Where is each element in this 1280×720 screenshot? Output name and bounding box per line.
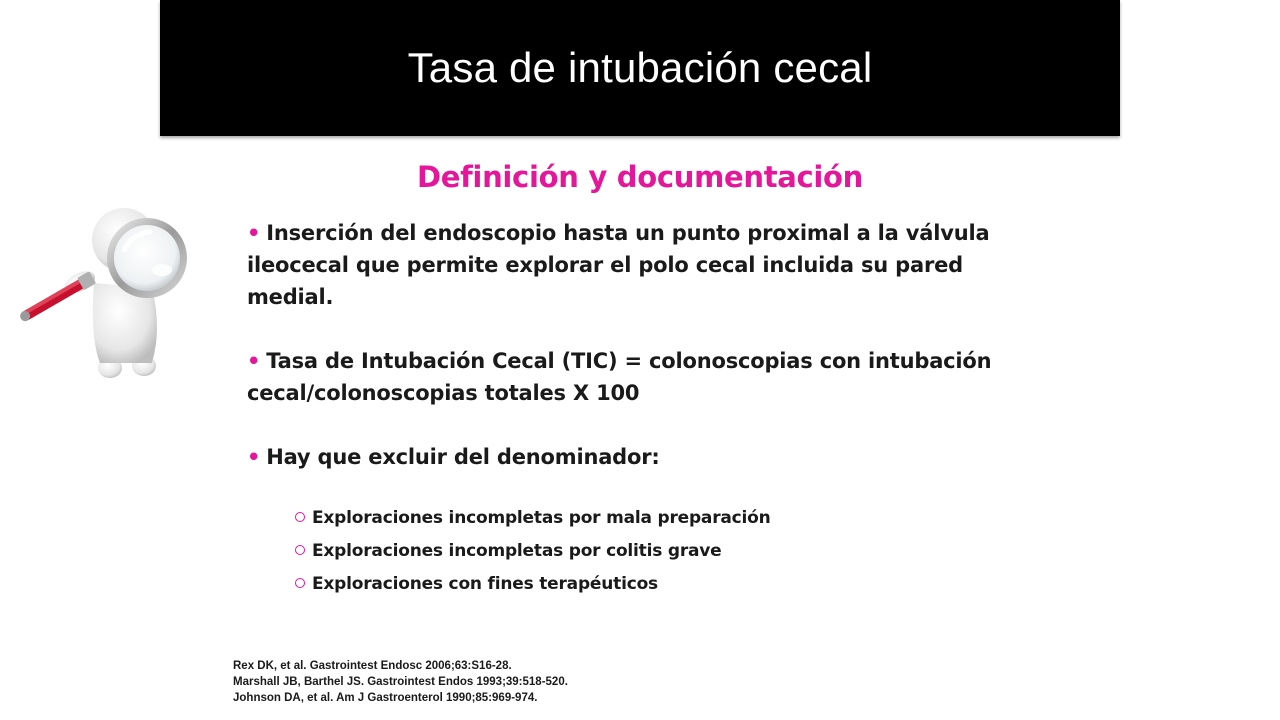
sub-list-item xyxy=(295,572,658,596)
sub-list-text: Exploraciones incompletas por colitis grave xyxy=(312,541,722,561)
bullet-item xyxy=(247,217,1007,313)
sub-list-item xyxy=(295,506,771,530)
sub-list-text: Exploraciones con fines terapéuticos xyxy=(312,574,658,594)
bullet-text: Inserción del endoscopio hasta un punto proximal a la válvula ileocecal que permite explorar el polo cecal incluida su pared medial. xyxy=(247,221,990,309)
slide-title: Tasa de intubación cecal xyxy=(407,44,873,91)
person-with-magnifying-glass-icon xyxy=(12,188,212,388)
reference-line: Rex DK, et al. Gastrointest Endosc 2006;63:S16-28. xyxy=(233,660,512,672)
references xyxy=(233,658,568,706)
sub-list-item xyxy=(295,539,722,563)
sub-list-text: Exploraciones incompletas por mala preparación xyxy=(312,508,771,528)
bullet-dot: • xyxy=(247,349,261,373)
bullet-text: Tasa de Intubación Cecal (TIC) = colonoscopias con intubación cecal/colonoscopias totales X 100 xyxy=(247,349,992,405)
circle-bullet-icon xyxy=(295,512,305,522)
bullet-dot: • xyxy=(247,445,261,469)
circle-bullet-icon xyxy=(295,578,305,588)
slide-subtitle: Definición y documentación xyxy=(416,160,864,194)
reference-line: Johnson DA, et al. Am J Gastroenterol 1990;85:969-974. xyxy=(233,692,538,704)
bullet-item xyxy=(247,345,1007,409)
circle-bullet-icon xyxy=(295,545,305,555)
bullet-dot: • xyxy=(247,221,261,245)
bullet-text: Hay que excluir del denominador: xyxy=(266,445,660,469)
title-bar xyxy=(160,0,1120,136)
reference-line: Marshall JB, Barthel JS. Gastrointest Endos 1993;39:518-520. xyxy=(233,676,568,688)
bullet-item xyxy=(247,441,1007,473)
